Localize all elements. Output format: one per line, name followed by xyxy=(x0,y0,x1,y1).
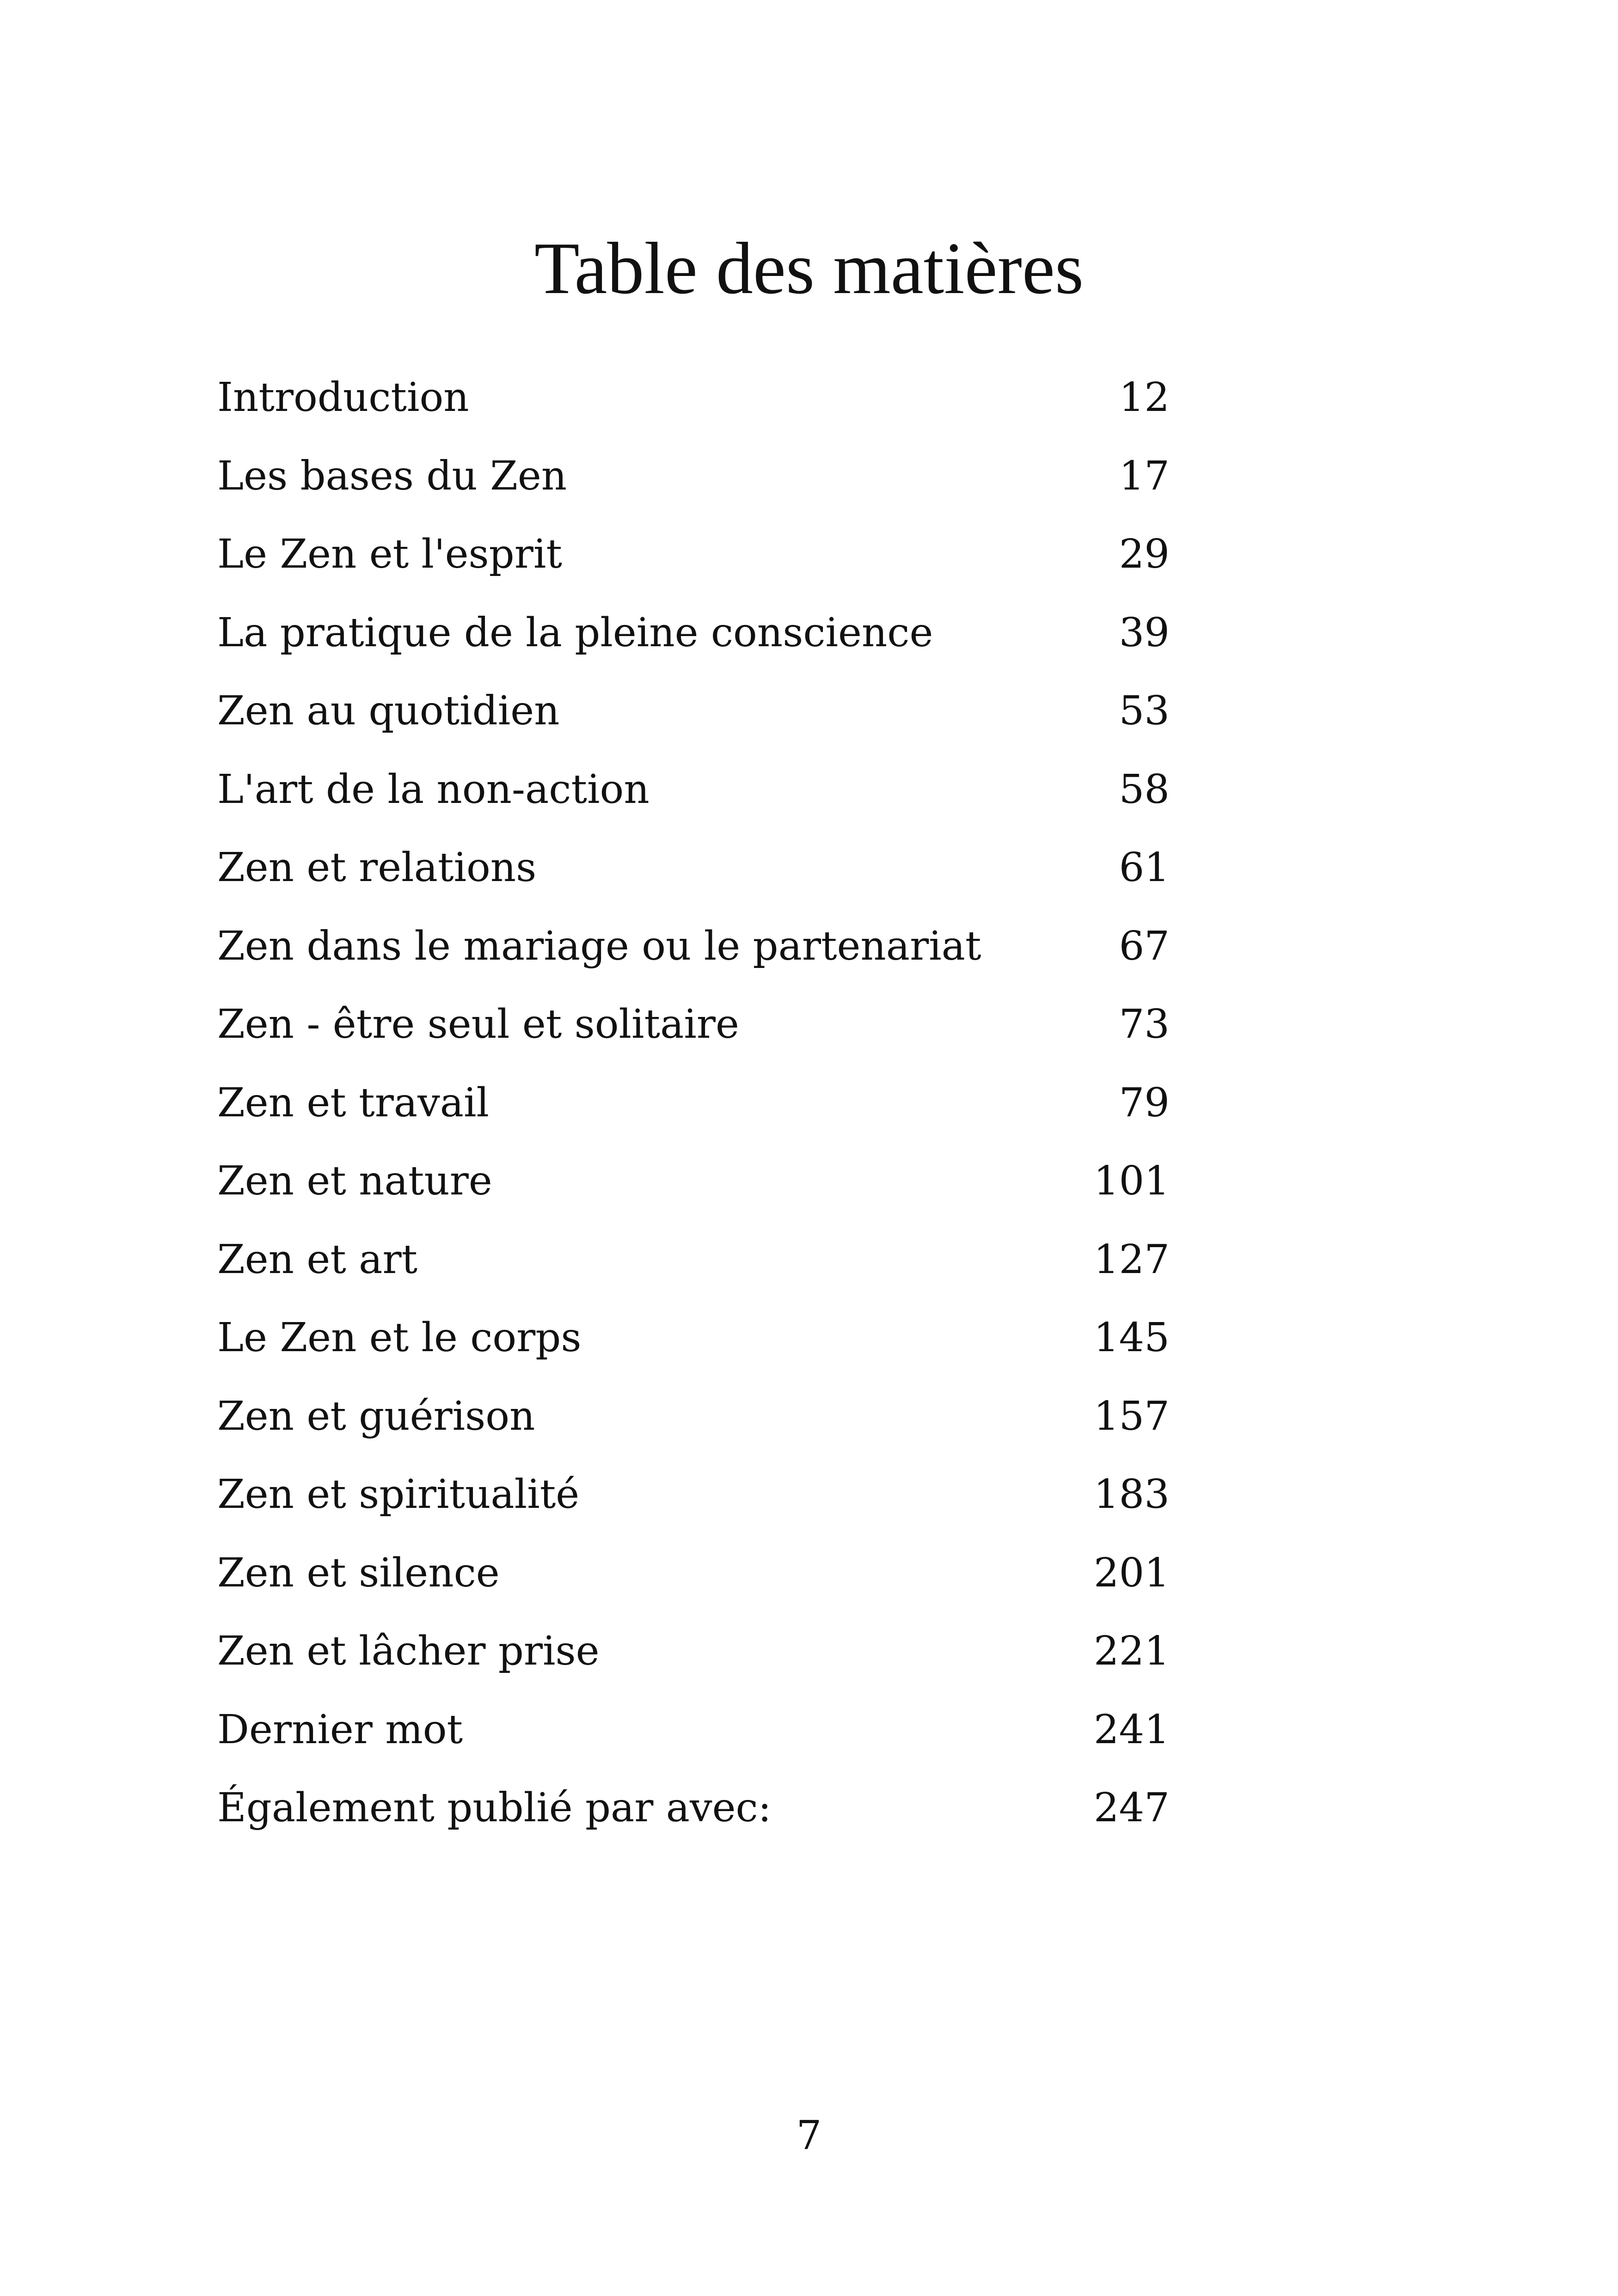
toc-entry[interactable] xyxy=(217,1149,1170,1227)
toc-entry-title: Introduction xyxy=(217,374,469,421)
toc-entry-page: 221 xyxy=(1093,1628,1170,1674)
toc-entry[interactable] xyxy=(217,992,1170,1071)
toc-entry[interactable] xyxy=(217,1305,1170,1384)
toc-entry-title: L'art de la non-action xyxy=(217,766,650,813)
toc-entry-page: 61 xyxy=(1119,845,1170,891)
toc-entry-title: Zen et guérison xyxy=(217,1393,535,1439)
table-of-contents xyxy=(217,365,1170,1854)
toc-entry[interactable] xyxy=(217,1697,1170,1776)
toc-entry-title: Le Zen et le corps xyxy=(217,1315,582,1361)
toc-entry-title: Zen et art xyxy=(217,1236,418,1283)
toc-entry-title: Zen et nature xyxy=(217,1158,492,1204)
toc-entry-title: Le Zen et l'esprit xyxy=(217,531,562,577)
toc-entry-page: 39 xyxy=(1119,609,1170,656)
toc-entry-title: Zen et travail xyxy=(217,1079,489,1126)
toc-entry-page: 58 xyxy=(1119,766,1170,813)
toc-entry-page: 247 xyxy=(1093,1785,1170,1831)
toc-entry-title: Zen dans le mariage ou le partenariat xyxy=(217,923,981,969)
toc-entry[interactable] xyxy=(217,1462,1170,1541)
toc-entry-title: Zen et lâcher prise xyxy=(217,1628,600,1674)
toc-entry-page: 17 xyxy=(1119,453,1170,499)
toc-entry-page: 157 xyxy=(1093,1393,1170,1439)
toc-entry-title: Zen et spiritualité xyxy=(217,1471,580,1518)
toc-entry[interactable] xyxy=(217,835,1170,914)
toc-entry-page: 183 xyxy=(1093,1471,1170,1518)
toc-entry-page: 73 xyxy=(1119,1001,1170,1047)
toc-entry[interactable] xyxy=(217,600,1170,679)
toc-entry-page: 127 xyxy=(1093,1236,1170,1283)
toc-entry-title: Zen au quotidien xyxy=(217,688,560,734)
page-number: 7 xyxy=(796,2112,822,2159)
toc-entry-title: La pratique de la pleine conscience xyxy=(217,609,933,656)
toc-entry[interactable] xyxy=(217,1619,1170,1697)
toc-entry-page: 12 xyxy=(1119,374,1170,421)
toc-entry-page: 101 xyxy=(1093,1158,1170,1204)
toc-entry[interactable] xyxy=(217,679,1170,757)
toc-entry[interactable] xyxy=(217,1541,1170,1619)
toc-entry-page: 241 xyxy=(1093,1706,1170,1753)
toc-entry-title: Zen - être seul et solitaire xyxy=(217,1001,739,1047)
toc-entry[interactable] xyxy=(217,1384,1170,1463)
toc-entry[interactable] xyxy=(217,914,1170,992)
toc-entry-title: Également publié par avec: xyxy=(217,1785,772,1831)
page-title: Table des matières xyxy=(534,227,1084,309)
toc-entry-title: Zen et silence xyxy=(217,1549,500,1596)
toc-entry-page: 201 xyxy=(1093,1549,1170,1596)
toc-entry-page: 79 xyxy=(1119,1079,1170,1126)
toc-entry-title: Les bases du Zen xyxy=(217,453,567,499)
toc-entry[interactable] xyxy=(217,522,1170,600)
toc-entry[interactable] xyxy=(217,444,1170,522)
toc-entry[interactable] xyxy=(217,365,1170,444)
toc-entry-title: Dernier mot xyxy=(217,1706,463,1753)
toc-entry[interactable] xyxy=(217,1227,1170,1306)
toc-entry-title: Zen et relations xyxy=(217,845,537,891)
toc-entry[interactable] xyxy=(217,757,1170,836)
toc-entry-page: 145 xyxy=(1093,1315,1170,1361)
toc-entry[interactable] xyxy=(217,1776,1170,1854)
toc-entry-page: 53 xyxy=(1119,688,1170,734)
toc-entry-page: 67 xyxy=(1119,923,1170,969)
toc-entry[interactable] xyxy=(217,1071,1170,1149)
toc-entry-page: 29 xyxy=(1119,531,1170,577)
